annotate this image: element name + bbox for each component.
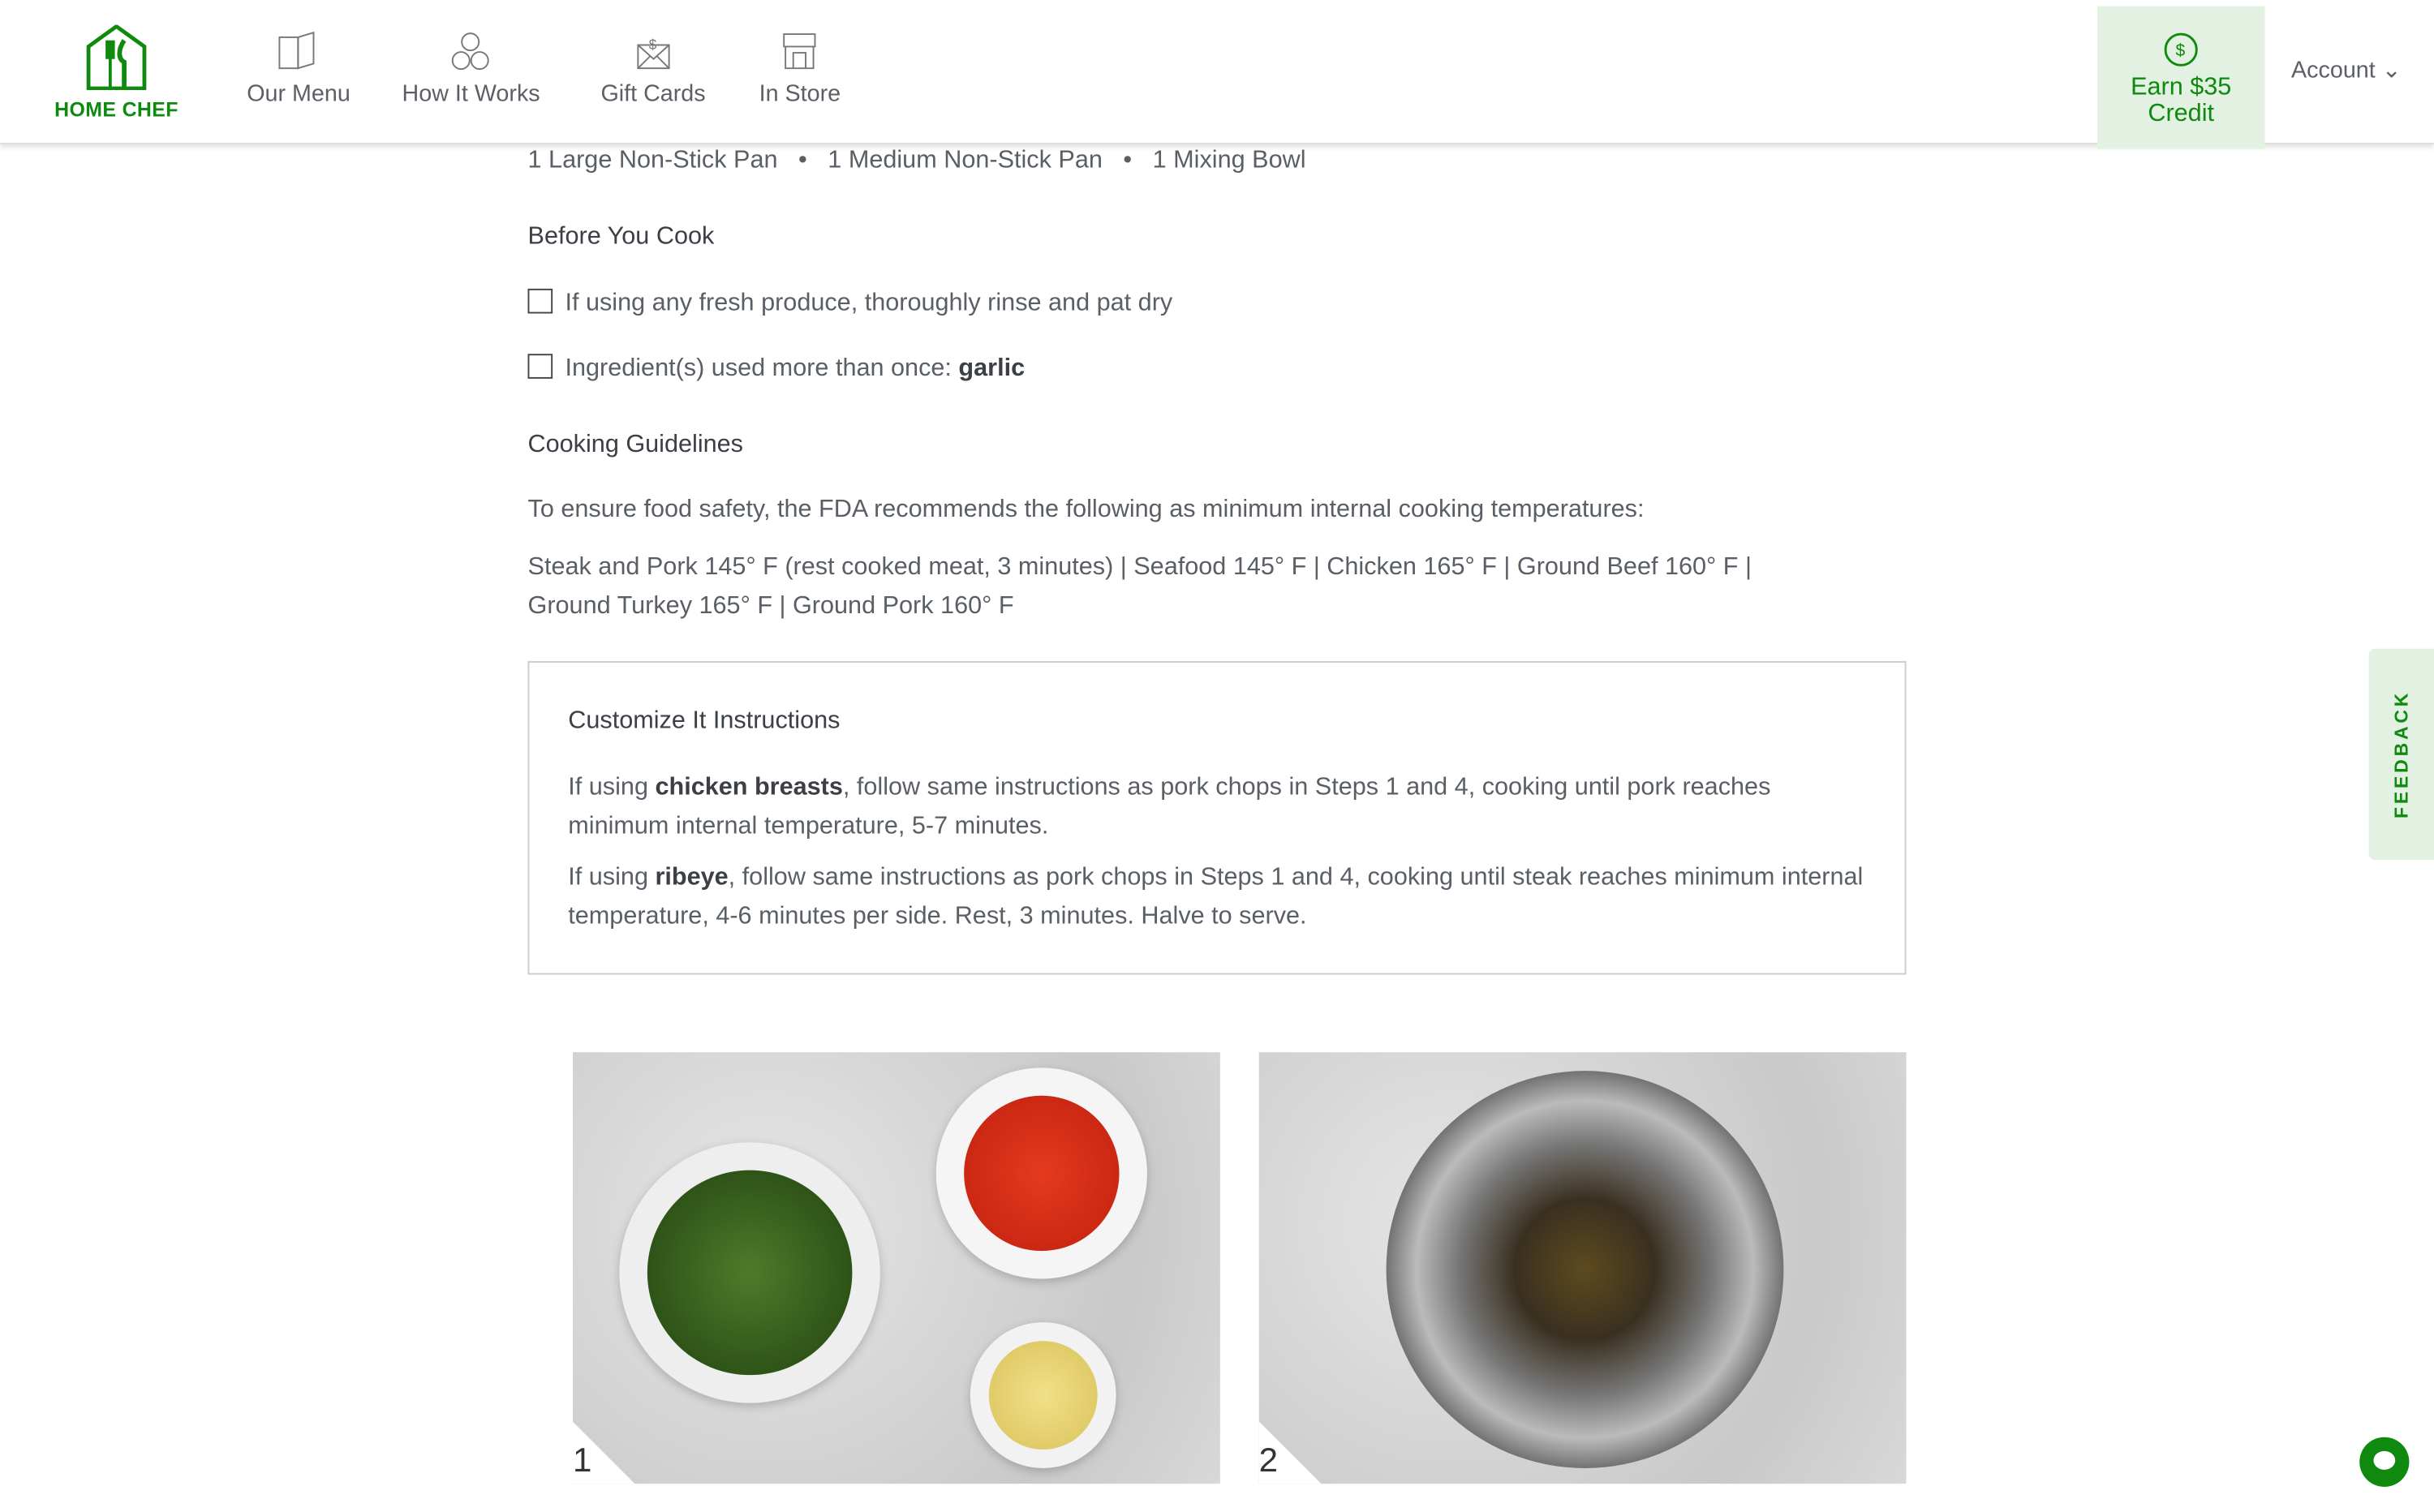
broccoli-bowl <box>619 1142 879 1402</box>
before-you-cook-heading: Before You Cook <box>527 223 715 251</box>
svg-text:$: $ <box>648 37 656 54</box>
nav-how-it-works[interactable]: How It Works <box>402 31 540 107</box>
mixing-bowl <box>1387 1071 1784 1468</box>
cooking-guidelines-heading: Cooking Guidelines <box>527 431 743 458</box>
dollar-circle-icon <box>2162 31 2200 68</box>
checkbox[interactable] <box>528 289 553 314</box>
store-icon <box>780 31 820 71</box>
customize-ribeye: If using ribeye, follow same instructions as pork chops in Steps 1 and 4, cooking until steak reaches minimum internal temperature, 4-6 minutes per side. Rest, 3 minutes. Halve to serve. <box>568 864 1864 930</box>
svg-text:$: $ <box>2175 41 2186 60</box>
garlic-bowl <box>970 1322 1116 1468</box>
menu-book-icon <box>277 31 320 71</box>
step-number: 2 <box>1258 1440 1279 1480</box>
steps-icon <box>448 31 494 71</box>
step-number: 1 <box>573 1440 592 1480</box>
checklist-item[interactable]: Ingredient(s) used more than once: garlic <box>528 354 1910 383</box>
gift-envelope-icon <box>633 31 673 71</box>
temperature-list: Steak and Pork 145° F (rest cooked meat, 3 minutes) | Seafood 145° F | Chicken 165° F | Ground Beef 160° F | Ground Turkey 165° F | Ground Pork 160° F <box>527 554 1752 620</box>
home-chef-logo[interactable]: HOME CHEF <box>49 25 183 122</box>
step-2-photo[interactable] <box>1259 1052 1907 1484</box>
pepper-bowl <box>936 1067 1147 1278</box>
customize-it-box <box>528 661 1907 974</box>
chevron-down-icon: ⌄ <box>2381 57 2402 84</box>
checklist-item[interactable]: If using any fresh produce, thoroughly rinse and pat dry <box>528 289 1910 318</box>
guidelines-intro: To ensure food safety, the FDA recommends the following as minimum internal cooking temperatures: <box>527 496 1645 523</box>
house-fork-knife-icon <box>84 25 148 90</box>
header <box>0 0 2434 144</box>
chat-bubble-icon[interactable] <box>2359 1437 2409 1487</box>
earn-credit-button[interactable]: $ Earn $35 Credit <box>2097 6 2265 149</box>
step-1-photo[interactable] <box>573 1052 1220 1484</box>
account-menu[interactable]: Account ⌄ <box>2291 57 2402 84</box>
equipment-list: 1 Large Non-Stick Pan • 1 Medium Non-Stick Pan • 1 Mixing Bowl <box>527 147 1306 174</box>
nav-our-menu[interactable]: Our Menu <box>247 31 350 107</box>
customize-heading: Customize It Instructions <box>568 707 841 734</box>
nav-in-store[interactable]: In Store <box>759 31 841 107</box>
feedback-tab[interactable]: FEEDBACK <box>2369 649 2434 860</box>
customize-chicken: If using chicken breasts, follow same instructions as pork chops in Steps 1 and 4, cooking until pork reaches minimum internal temperature, 5-7 minutes. <box>568 774 1771 840</box>
checkbox[interactable] <box>528 354 553 379</box>
nav-gift-cards[interactable]: $ Gift Cards <box>600 31 705 107</box>
